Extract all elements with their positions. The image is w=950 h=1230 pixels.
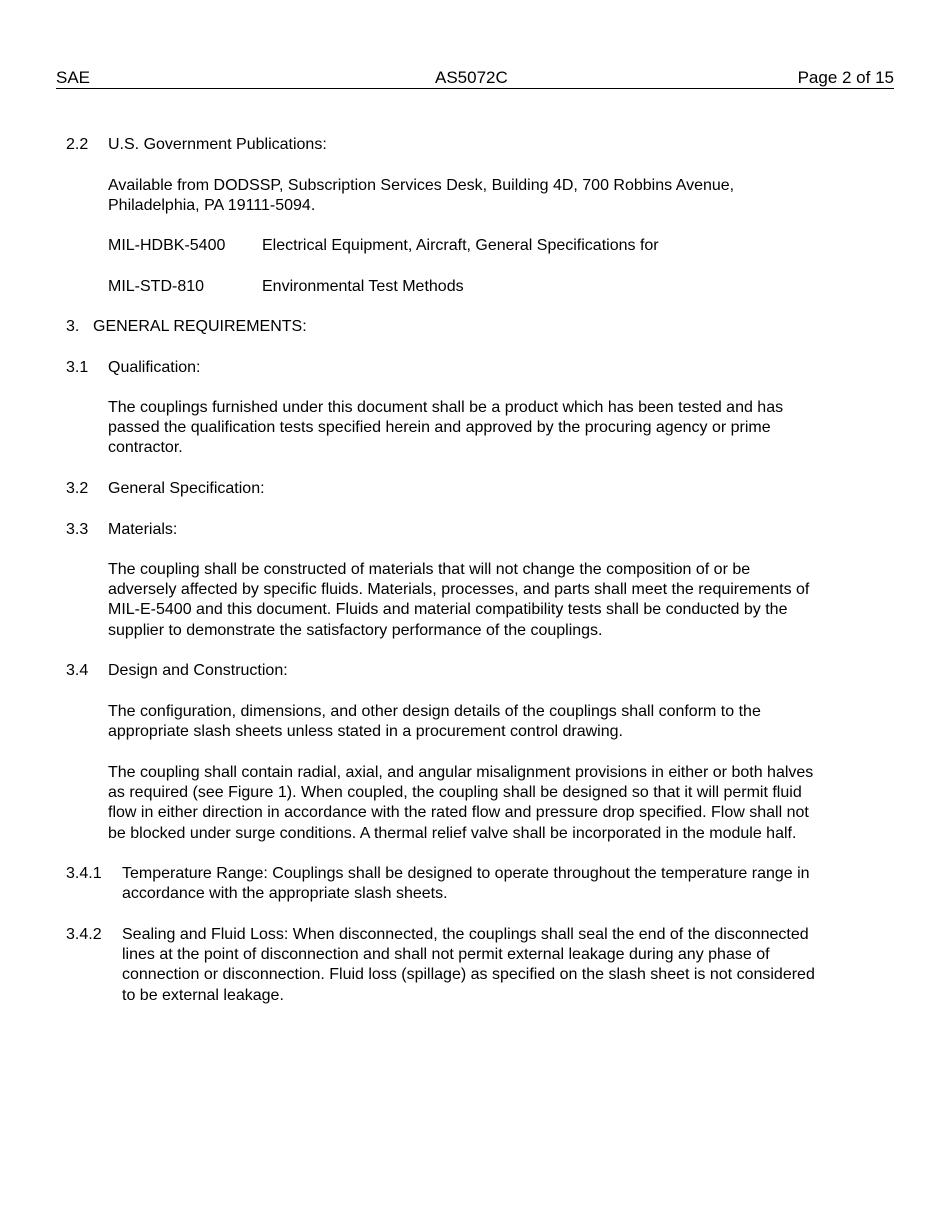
paragraph-line: passed the qualification tests specified herein and approved by the procuring agency or prime <box>108 419 771 437</box>
paragraph-line: MIL-E-5400 and this document. Fluids and material compatibility tests shall be conducted by the <box>108 601 788 619</box>
paragraph-line: adversely affected by specific fluids. Materials, processes, and parts shall meet the requirements of <box>108 581 810 599</box>
paragraph-line: contractor. <box>108 439 183 457</box>
paragraph-line: The coupling shall be constructed of materials that will not change the composition of or be <box>108 561 751 578</box>
paragraph-line: Sealing and Fluid Loss: When disconnected, the couplings shall seal the end of the disconnected <box>122 926 809 943</box>
section-3-4-1-paragraph <box>122 864 882 904</box>
section-3-number: 3. <box>66 318 80 335</box>
section-3-4-paragraph-1 <box>108 702 868 742</box>
section-3-3-number: 3.3 <box>66 521 89 538</box>
paragraph-line: be blocked under surge conditions. A thermal relief valve shall be incorporated in the module half. <box>108 824 797 842</box>
section-3-2-number: 3.2 <box>66 480 89 497</box>
section-3-4-1-number: 3.4.1 <box>66 865 102 882</box>
section-3-4-2-number: 3.4.2 <box>66 926 102 943</box>
header-page-number: Page 2 of 15 <box>797 68 894 87</box>
section-3-2-title: General Specification: <box>108 480 265 497</box>
paragraph-line: The configuration, dimensions, and other design details of the couplings shall conform to the <box>108 703 761 720</box>
paragraph-line: as required (see Figure 1). When coupled, the coupling shall be designed so that it will permit fluid <box>108 784 802 802</box>
paragraph-line: Temperature Range: Couplings shall be designed to operate throughout the temperature range in <box>122 865 810 882</box>
reference-code: MIL-HDBK-5400 <box>108 237 226 254</box>
section-2-2-number: 2.2 <box>66 136 89 153</box>
reference-title: Environmental Test Methods <box>262 278 464 295</box>
paragraph-line: The coupling shall contain radial, axial, and angular misalignment provisions in either or both halves <box>108 764 814 781</box>
availability-line: Available from DODSSP, Subscription Services Desk, Building 4D, 700 Robbins Avenue, <box>108 177 735 194</box>
paragraph-line: supplier to demonstrate the satisfactory performance of the couplings. <box>108 621 603 639</box>
section-3-1-number: 3.1 <box>66 359 89 376</box>
reference-code: MIL-STD-810 <box>108 278 205 295</box>
section-3-title: GENERAL REQUIREMENTS: <box>93 318 307 335</box>
header-doc-number: AS5072C <box>435 68 508 87</box>
availability-line: Philadelphia, PA 19111-5094. <box>108 197 316 215</box>
section-3-4-paragraph-2 <box>108 763 868 844</box>
header-org: SAE <box>56 68 91 87</box>
page-header <box>56 66 894 89</box>
section-3-3-title: Materials: <box>108 521 178 538</box>
paragraph-line: accordance with the appropriate slash sheets. <box>122 885 448 903</box>
paragraph-line: The couplings furnished under this document shall be a product which has been tested and has <box>108 399 784 416</box>
section-3-1-paragraph <box>108 398 868 459</box>
reference-title: Electrical Equipment, Aircraft, General Specifications for <box>262 237 659 254</box>
paragraph-line: connection or disconnection. Fluid loss (spillage) as specified on the slash sheet is not considered <box>122 966 815 984</box>
paragraph-line: to be external leakage. <box>122 986 284 1004</box>
paragraph-line: flow in either direction in accordance with the rated flow and pressure drop specified. Flow shall not <box>108 804 809 822</box>
section-3-4-title: Design and Construction: <box>108 662 288 679</box>
section-3-4-2-paragraph <box>122 925 882 1006</box>
section-2-2-availability <box>108 176 868 216</box>
section-3-3-paragraph <box>108 560 868 641</box>
paragraph-line: lines at the point of disconnection and shall not permit external leakage during any phase of <box>122 946 770 964</box>
section-3-4-number: 3.4 <box>66 662 89 679</box>
paragraph-line: appropriate slash sheets unless stated in a procurement control drawing. <box>108 723 623 741</box>
section-3-1-title: Qualification: <box>108 359 201 376</box>
section-2-2-title: U.S. Government Publications: <box>108 136 327 153</box>
